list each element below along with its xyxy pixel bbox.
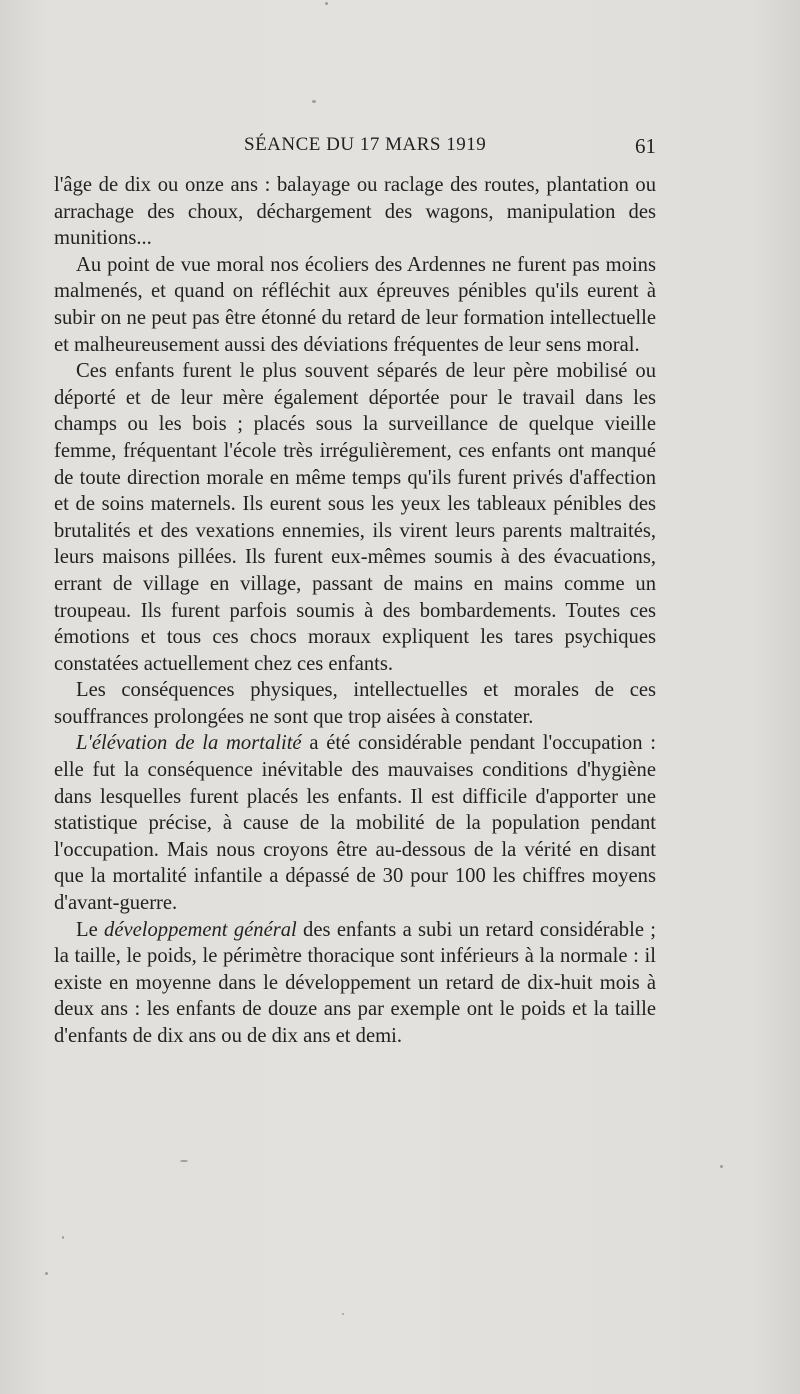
paragraph-6-start: Le: [76, 918, 105, 941]
paper-speck: [45, 1272, 48, 1275]
page-number: 61: [635, 134, 656, 158]
running-head: SÉANCE DU 17 MARS 1919: [244, 134, 487, 155]
paragraph-2: Au point de vue moral nos écoliers des Ardennes ne furent pas moins malmenés, et quand on réfléchit aux épreuves pénibles qu'ils eurent à subir on ne peut pas être étonné du retard de leur formation intellectuelle et malheureusement aussi des déviations fréquentes de leur sens moral.: [54, 253, 656, 356]
paragraph-6-italic: développement général: [104, 918, 297, 941]
paragraph-6: [54, 917, 656, 1050]
paragraph-4: Les conséquences physiques, intellectuelles et morales de ces souffrances prolongées ne sont que trop aisées à constater.: [54, 679, 656, 728]
paragraph-3: Ces enfants furent le plus souvent séparés de leur père mobilisé ou déporté et de leur mère également déportée pour le travail dans les champs ou les bois ; placés sous la surveillance de quelque vieille femme, fréquentant l'école très irrégulièrement, ces enfants ont manqué de toute direction morale en même temps qu'ils furent privés d'affection et de soins maternels. Ils eurent sous les yeux les tableaux pénibles des brutalités et des vexations ennemies, ils virent leurs parents maltraités, leurs maisons pillées. Ils furent eux-mêmes soumis à des évacuations, errant de village en village, passant de mains en mains comme un troupeau. Ils furent parfois soumis à des bombardements. Toutes ces émotions et tous ces chocs moraux expliquent les tares psychiques constatées actuellement chez ces enfants.: [54, 360, 656, 675]
paragraph-6-text: des enfants a subi un retard considérable ; la taille, le poids, le périmètre thoracique sont inférieurs à la normale : il existe en moyenne dans le développement un retard de dix-huit mois à deux ans : les enfants de douze ans par exemple ont le poids et la taille d'enfants de dix ans ou de dix ans et demi.: [54, 918, 656, 1047]
paragraph-1: l'âge de dix ou onze ans : balayage ou raclage des routes, plantation ou arrachage des choux, déchargement des wagons, manipulation des munitions...: [54, 174, 656, 250]
paragraph-5: [54, 730, 656, 916]
paper-speck: [720, 1165, 723, 1168]
paper-speck: [325, 2, 328, 5]
paragraph-5-italic: L'élévation de la mortalité: [76, 732, 302, 755]
body-text: [54, 172, 656, 1050]
page-header: [54, 134, 656, 164]
paper-speck: [62, 1236, 64, 1239]
paragraph-5-text: a été considérable pendant l'occupation : elle fut la conséquence inévitable des mauvaises conditions d'hygiène dans lesquelles furent placés les enfants. Il est difficile d'apporter une statistique précise, à cause de la mobilité de la population pendant l'occupation. Mais nous croyons être au-dessous de la vérité en disant que la mortalité infantile a dépassé de 30 pour 100 les chiffres moyens d'avant-guerre.: [54, 732, 656, 915]
paper-speck: [180, 1160, 188, 1162]
paper-speck: [312, 100, 316, 103]
paper-speck: [342, 1313, 344, 1315]
